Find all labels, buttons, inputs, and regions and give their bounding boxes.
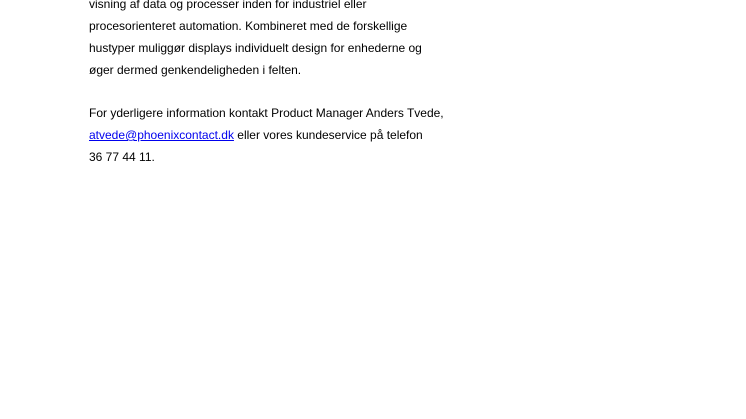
paragraph-product-description: [89, 0, 509, 81]
paragraph-line: visning af data og processer inden for industriel eller: [89, 0, 367, 11]
paragraph-line-rest: eller vores kundeservice på telefon: [233, 128, 423, 142]
paragraph-line: hustyper muliggør displays individuelt design for enhederne og: [89, 41, 422, 55]
document-body: [89, 0, 509, 168]
paragraph-line-email: [89, 124, 509, 146]
paragraph-line: øger dermed genkendeligheden i felten.: [89, 63, 302, 77]
email-link[interactable]: atvede@phoenixcontact.dk: [89, 128, 234, 142]
paragraph-contact-info: [89, 102, 509, 168]
paragraph-spacer: [89, 81, 509, 102]
paragraph-line: For yderligere information kontakt Product Manager Anders Tvede,: [89, 106, 444, 120]
phone-number: 36 77 44 11.: [89, 150, 155, 164]
paragraph-line: procesorienteret automation. Kombineret med de forskellige: [89, 19, 408, 33]
